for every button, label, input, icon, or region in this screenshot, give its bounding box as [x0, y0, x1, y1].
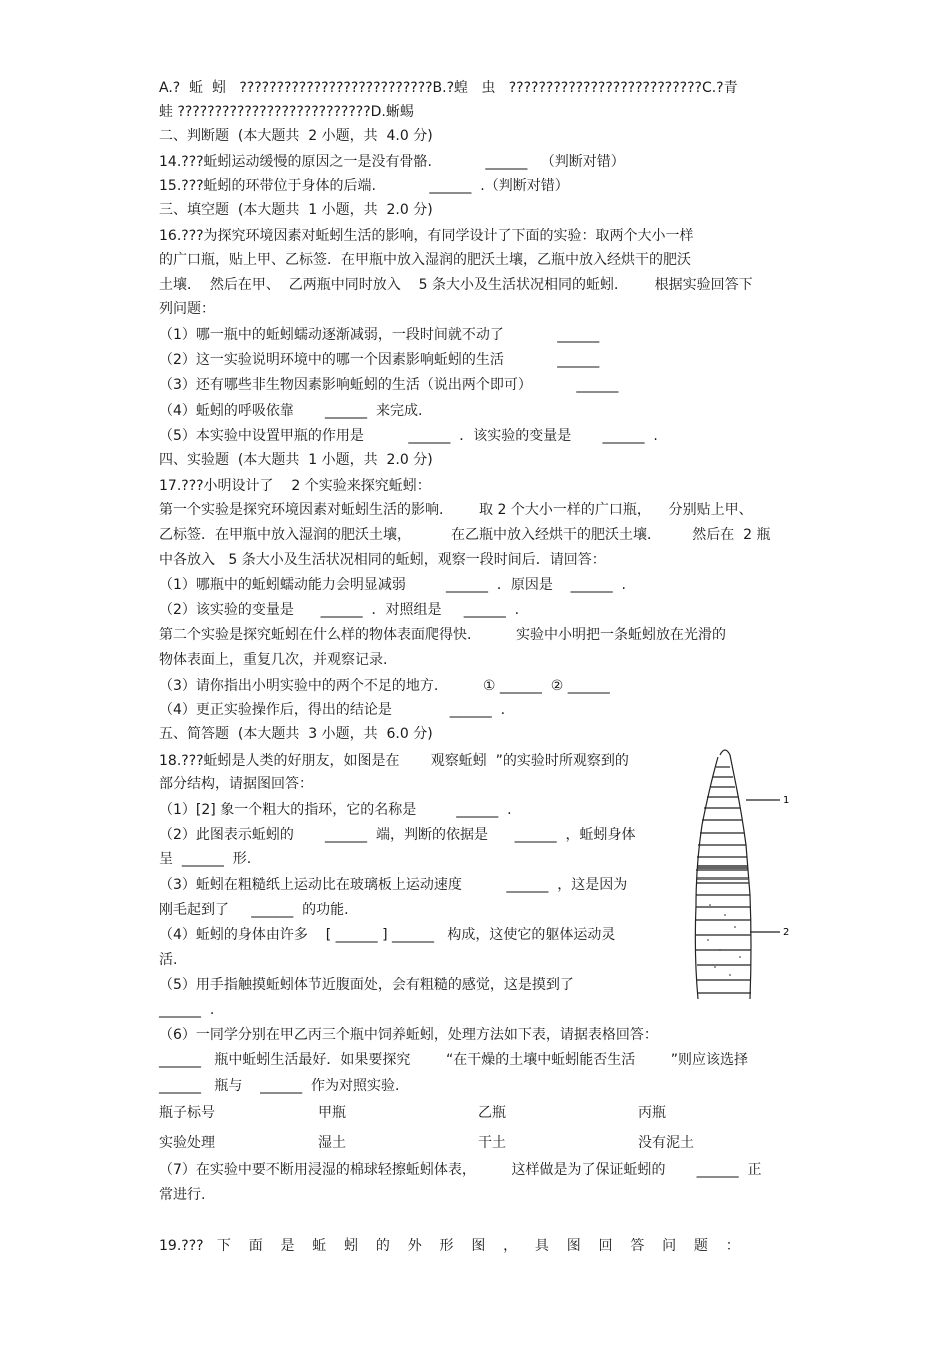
- figure-label-2: 2: [783, 927, 790, 938]
- question-18-sub3-cont: 刚毛起到了 ______ 的功能.: [159, 902, 349, 918]
- question-17-line1: 17.???小明设计了 2 个实验来探究蚯蚓：: [159, 478, 431, 494]
- question-15: 15.???蚯蚓的环带位于身体的后端. ______ .（判断对错）: [159, 178, 569, 194]
- question-18-sub7-cont: 常进行.: [159, 1187, 206, 1203]
- question-18-sub1: （1）[2] 象一个粗大的指环，它的名称是 ______ .: [159, 802, 512, 818]
- question-16-sub2: （2）这一实验说明环境中的哪一个因素影响蚯蚓的生活 ______: [159, 352, 600, 368]
- question-17-sub4: （4）更正实验操作后，得出的结论是 ______ .: [159, 702, 506, 718]
- question-17-sub1: （1）哪瓶中的蚯蚓蠕动能力会明显减弱 ______ ．原因是 ______ .: [159, 577, 627, 593]
- table-header-cell: 乙瓶: [478, 1105, 506, 1121]
- question-18-sub4: （4）蚯蚓的身体由许多 [ ______ ] ______ 构成，这使它的躯体运动灵: [159, 927, 616, 943]
- section-heading-experiment: 四、实验题 (本大题共 1 小题，共 2.0 分): [159, 452, 433, 468]
- question-16-sub5: （5）本实验中设置甲瓶的作用是 ______ ．该实验的变量是 ______ .: [159, 428, 658, 444]
- question-17-sub3: （3）请你指出小明实验中的两个不足的地方. ① ______ ② ______: [159, 678, 610, 694]
- question-16-line3: 土壤． 然后在甲、 乙两瓶中同时放入 5 条大小及生活状况相同的蚯蚓． 根据实验回答下: [159, 277, 753, 293]
- question-18-sub2-cont: 呈 ______ 形.: [159, 851, 252, 867]
- question-17-line3: 乙标签．在甲瓶中放入湿润的肥沃土壤， 在乙瓶中放入经烘干的肥沃土壤． 然后在 2 瓶: [159, 527, 771, 543]
- question-17-line5: 第二个实验是探究蚯蚓在什么样的物体表面爬得快. 实验中小明把一条蚯蚓放在光滑的: [159, 627, 726, 643]
- figure-label-1: 1: [783, 795, 790, 806]
- question-17-line2: 第一个实验是探究环境因素对蚯蚓生活的影响. 取 2 个大小一样的广口瓶， 分别贴上甲、: [159, 502, 753, 518]
- table-header-cell: 瓶子标号: [159, 1105, 215, 1121]
- question-14: 14.???蚯蚓运动缓慢的原因之一是没有骨骼. ______ （判断对错）: [159, 154, 625, 170]
- question-16-line2: 的广口瓶，贴上甲、乙标签．在甲瓶中放入湿润的肥沃土壤，乙瓶中放入经烘干的肥沃: [159, 252, 691, 268]
- question-18-line2: 部分结构，请据图回答：: [159, 776, 313, 792]
- question-18-sub3: （3）蚯蚓在粗糙纸上运动比在玻璃板上运动速度 ______ ，这是因为: [159, 877, 628, 893]
- question-18-sub4-cont: 活.: [159, 952, 178, 968]
- table-cell: 实验处理: [159, 1135, 215, 1151]
- question-19: 19.??? 下 面 是 蚯 蚓 的 外 形 图 ， 具 图 回 答 问 题 ：: [159, 1238, 740, 1254]
- section-heading-short-answer: 五、简答题 (本大题共 3 小题，共 6.0 分): [159, 726, 433, 742]
- question-18-sub6: （6）一同学分别在甲乙丙三个瓶中饲养蚯蚓，处理方法如下表，请据表格回答：: [159, 1027, 658, 1043]
- question-18-sub7: （7）在实验中要不断用浸湿的棉球轻擦蚯蚓体表， 这样做是为了保证蚯蚓的 ______ 正: [159, 1162, 762, 1178]
- q13-options-line1: A.? 蚯 蚓 ??????????????????????????B.?蝗 虫 ??????????????????????????C.?青: [159, 80, 738, 96]
- question-18-sub6-line2: ______ 瓶中蚯蚓生活最好．如果要探究 “在干燥的土壤中蚯蚓能否生活 ”则应该选择: [159, 1052, 749, 1068]
- q13-options-line2: 蛙 ??????????????????????????D.蜥蜴: [159, 104, 414, 120]
- question-17-sub2: （2）该实验的变量是 ______ ．对照组是 ______ .: [159, 602, 520, 618]
- section-heading-judgement: 二、判断题 (本大题共 2 小题，共 4.0 分): [159, 128, 433, 144]
- question-16-line1: 16.???为探究环境因素对蚯蚓生活的影响，有同学设计了下面的实验：取两个大小一样: [159, 228, 694, 244]
- question-18-sub5: （5）用手指触摸蚯蚓体节近腹面处，会有粗糙的感觉，这是摸到了: [159, 977, 574, 993]
- question-18-sub5-cont: ______ .: [159, 1002, 215, 1018]
- table-cell: 湿土: [318, 1135, 346, 1151]
- question-16-sub1: （1）哪一瓶中的蚯蚓蠕动逐渐减弱，一段时间就不动了 ______: [159, 327, 600, 343]
- table-cell: 干土: [478, 1135, 506, 1151]
- question-17-line4: 中各放入 5 条大小及生活状况相同的蚯蚓，观察一段时间后．请回答：: [159, 552, 606, 568]
- question-18-sub2: （2）此图表示蚯蚓的 ______ 端，判断的依据是 ______ ，蚯蚓身体: [159, 827, 636, 843]
- question-18-sub6-line3: ______ 瓶与 ______ 作为对照实验.: [159, 1078, 400, 1094]
- table-cell: 没有泥土: [638, 1135, 694, 1151]
- question-16-line4: 列问题：: [159, 301, 215, 317]
- table-header-cell: 丙瓶: [638, 1105, 666, 1121]
- section-heading-fill: 三、填空题 (本大题共 1 小题，共 2.0 分): [159, 202, 433, 218]
- question-17-line6: 物体表面上，重复几次，并观察记录.: [159, 652, 388, 668]
- question-16-sub4: （4）蚯蚓的呼吸依靠 ______ 来完成.: [159, 403, 423, 419]
- earthworm-figure: [680, 745, 800, 1000]
- table-header-cell: 甲瓶: [318, 1105, 346, 1121]
- question-16-sub3: （3）还有哪些非生物因素影响蚯蚓的生活（说出两个即可） ______: [159, 377, 619, 393]
- question-18-line1: 18.???蚯蚓是人类的好朋友，如图是在 观察蚯蚓 ”的实验时所观察到的: [159, 753, 629, 769]
